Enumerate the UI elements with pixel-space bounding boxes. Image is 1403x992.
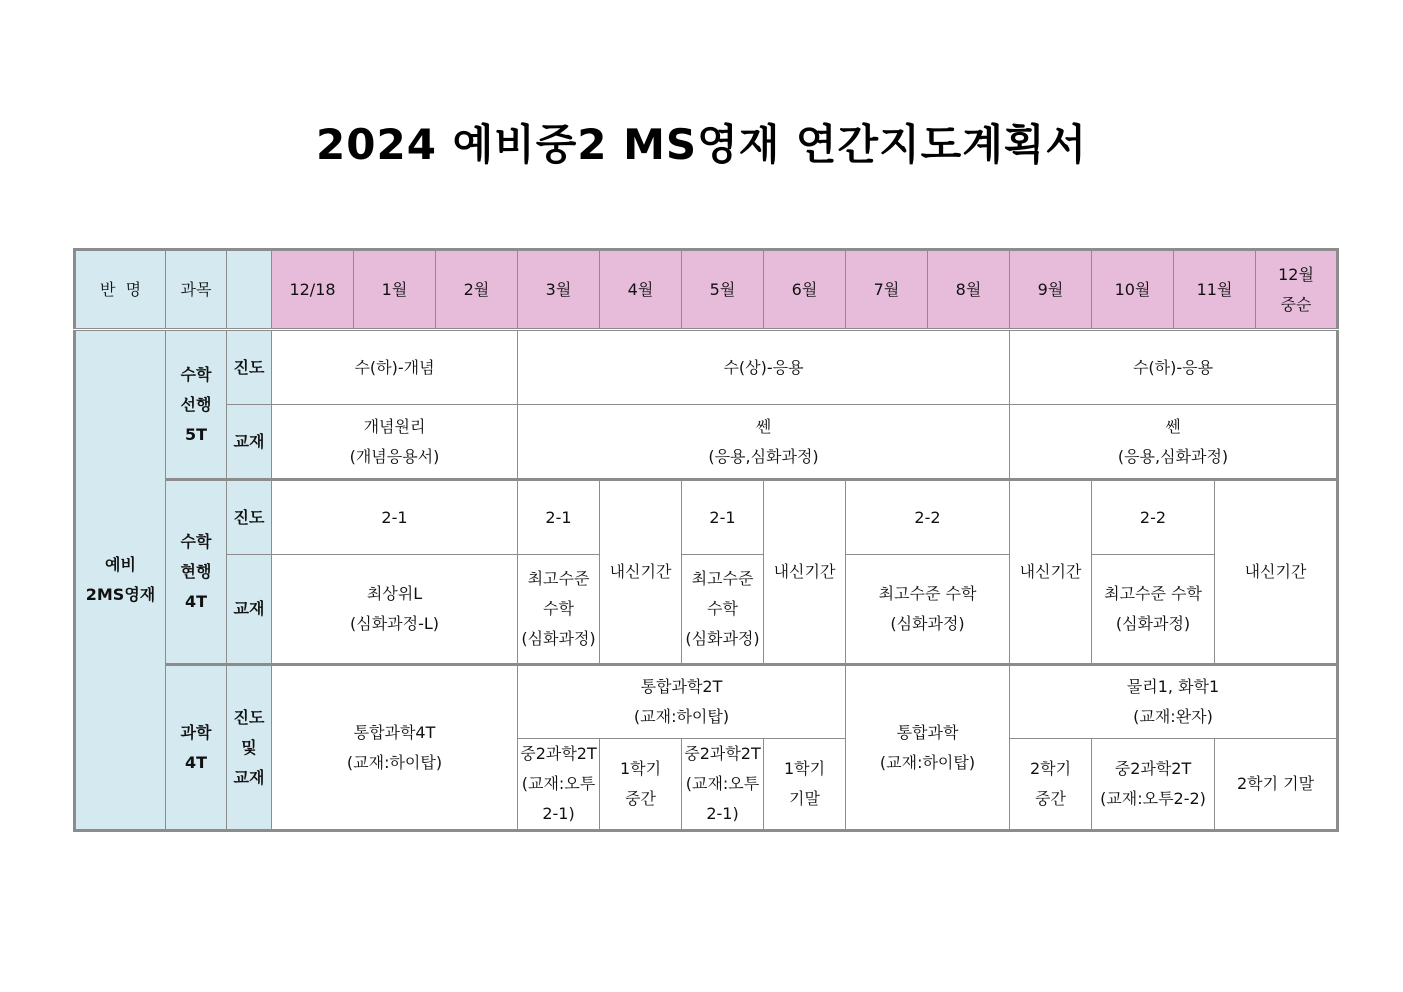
progress-label: 진도 [227, 330, 272, 405]
plan-cell [600, 739, 682, 831]
exam-period-cell: 내신기간 [1010, 480, 1092, 665]
textbook-note: (심화과정) [521, 629, 596, 648]
textbook-title: 쎈 [1165, 416, 1181, 436]
plan-cell: 2학기 기말 [1215, 739, 1338, 831]
month-header: 1월 [354, 250, 436, 330]
class-name-line: 2MS영재 [85, 585, 156, 604]
plan-cell: 2-2 [1092, 480, 1215, 555]
textbook-title: 최고수준 수학 [878, 584, 977, 603]
progress-textbook-label [227, 665, 272, 831]
exam-period-cell: 내신기간 [1215, 480, 1338, 665]
page-title: 2024 예비중2 MS영재 연간지도계획서 [316, 120, 1087, 169]
plan-cell [518, 739, 600, 831]
course-note: (교재:하이탑) [879, 752, 976, 772]
class-name-cell [75, 330, 166, 831]
exam-label: 중간 [625, 789, 656, 808]
plan-cell: 수(상)-응용 [518, 330, 1010, 405]
plan-cell [764, 739, 846, 831]
header-row [75, 250, 1338, 330]
course-note: (교재:오투 [685, 774, 760, 793]
plan-cell: 2-1 [518, 480, 600, 555]
textbook-title: 수학 [707, 599, 738, 618]
class-header: 반 명 [75, 250, 166, 330]
subject-line: 수학 [180, 364, 212, 384]
math-current-textbook-row [75, 555, 1338, 665]
textbook-note: (심화과정) [685, 629, 760, 648]
subject-line: 4T [184, 752, 208, 772]
plan-cell: 2-1 [682, 480, 764, 555]
month-header: 10월 [1092, 250, 1174, 330]
exam-label: 1학기 [783, 759, 826, 778]
textbook-note: (심화과정) [890, 614, 965, 633]
plan-cell [682, 739, 764, 831]
course-note: (교재:오투 [521, 774, 596, 793]
plan-cell: 2-2 [846, 480, 1010, 555]
plan-cell [1092, 739, 1215, 831]
course-note: 2-1) [706, 804, 739, 823]
textbook-note: (응용,심화과정) [708, 446, 819, 466]
course-title: 중2과학2T [684, 744, 761, 763]
exam-period-cell: 내신기간 [600, 480, 682, 665]
month-header: 6월 [764, 250, 846, 330]
plan-cell [846, 665, 1010, 831]
course-title: 중2과학2T [520, 744, 597, 763]
plan-cell [1010, 665, 1338, 739]
math-advance-progress-row [75, 330, 1338, 405]
plan-cell [682, 555, 764, 665]
month-header: 3월 [518, 250, 600, 330]
science-row-1 [75, 665, 1338, 739]
plan-cell [1010, 739, 1092, 831]
course-title: 통합과학 [896, 722, 959, 742]
plan-cell [272, 405, 518, 480]
month-header: 7월 [846, 250, 928, 330]
course-title: 통합과학4T [353, 722, 436, 742]
course-title: 통합과학2T [640, 677, 723, 696]
exam-label: 기말 [789, 789, 820, 808]
exam-period-cell: 내신기간 [764, 480, 846, 665]
textbook-title: 최고수준 [691, 569, 754, 588]
month-header: 11월 [1174, 250, 1256, 330]
plan-cell [846, 555, 1010, 665]
exam-label: 1학기 [619, 759, 662, 778]
subject-line: 수학 [180, 532, 212, 551]
textbook-label: 교재 [227, 405, 272, 480]
month-sublabel: 중순 [1280, 294, 1312, 314]
textbook-title: 최상위L [366, 584, 423, 603]
exam-label: 2학기 [1029, 759, 1072, 778]
plan-cell [1010, 405, 1338, 480]
plan-cell: 2-1 [272, 480, 518, 555]
subject-line: 5T [184, 424, 208, 444]
plan-cell: 수(하)-응용 [1010, 330, 1338, 405]
subject-header: 과목 [166, 250, 227, 330]
subject-math-current [166, 480, 227, 665]
plan-cell [518, 405, 1010, 480]
progress-label: 진도 [227, 480, 272, 555]
course-note: (교재:오투2-2) [1100, 789, 1206, 808]
blank-header [227, 250, 272, 330]
label-line: 교재 [233, 767, 265, 787]
month-header: 12/18 [272, 250, 354, 330]
textbook-title: 쎈 [755, 416, 772, 436]
course-note: 2-1) [542, 804, 575, 823]
textbook-note: (응용,심화과정) [1117, 446, 1229, 466]
month-header: 8월 [928, 250, 1010, 330]
math-current-progress-row [75, 480, 1338, 555]
plan-cell [1092, 555, 1215, 665]
month-header: 2월 [436, 250, 518, 330]
textbook-note: (심화과정-L) [350, 614, 439, 633]
textbook-note: (심화과정) [1115, 614, 1191, 633]
course-note: (교재:완자) [1133, 707, 1213, 726]
label-line: 진도 [233, 707, 265, 727]
course-title: 중2과학2T [1114, 759, 1192, 778]
textbook-title: 최고수준 수학 [1104, 584, 1202, 603]
month-header-last [1256, 250, 1338, 330]
class-name-line: 예비 [105, 555, 136, 574]
month-header: 9월 [1010, 250, 1092, 330]
month-header: 5월 [682, 250, 764, 330]
plan-cell: 수(하)-개념 [272, 330, 518, 405]
label-line: 및 [241, 737, 257, 757]
plan-cell [272, 555, 518, 665]
course-title: 물리1, 화학1 [1126, 677, 1220, 696]
course-note: (교재:하이탑) [346, 752, 443, 772]
subject-line: 과학 [180, 722, 212, 742]
textbook-title: 개념원리 [363, 416, 426, 436]
textbook-title: 수학 [543, 599, 574, 618]
textbook-title: 최고수준 [527, 569, 590, 588]
subject-line: 현행 [180, 562, 212, 581]
subject-line: 선행 [180, 394, 212, 414]
math-advance-textbook-row [75, 405, 1338, 480]
plan-cell [518, 665, 846, 739]
subject-math-advance [166, 330, 227, 480]
plan-cell [518, 555, 600, 665]
subject-science [166, 665, 227, 831]
subject-line: 4T [184, 592, 208, 611]
textbook-label: 교재 [227, 555, 272, 665]
course-note: (교재:하이탑) [633, 707, 730, 726]
textbook-note: (개념응용서) [349, 446, 440, 466]
annual-plan-table [73, 248, 1339, 832]
month-header: 4월 [600, 250, 682, 330]
plan-cell [272, 665, 518, 831]
month-label: 12월 [1278, 264, 1314, 284]
exam-label: 중간 [1035, 789, 1066, 808]
